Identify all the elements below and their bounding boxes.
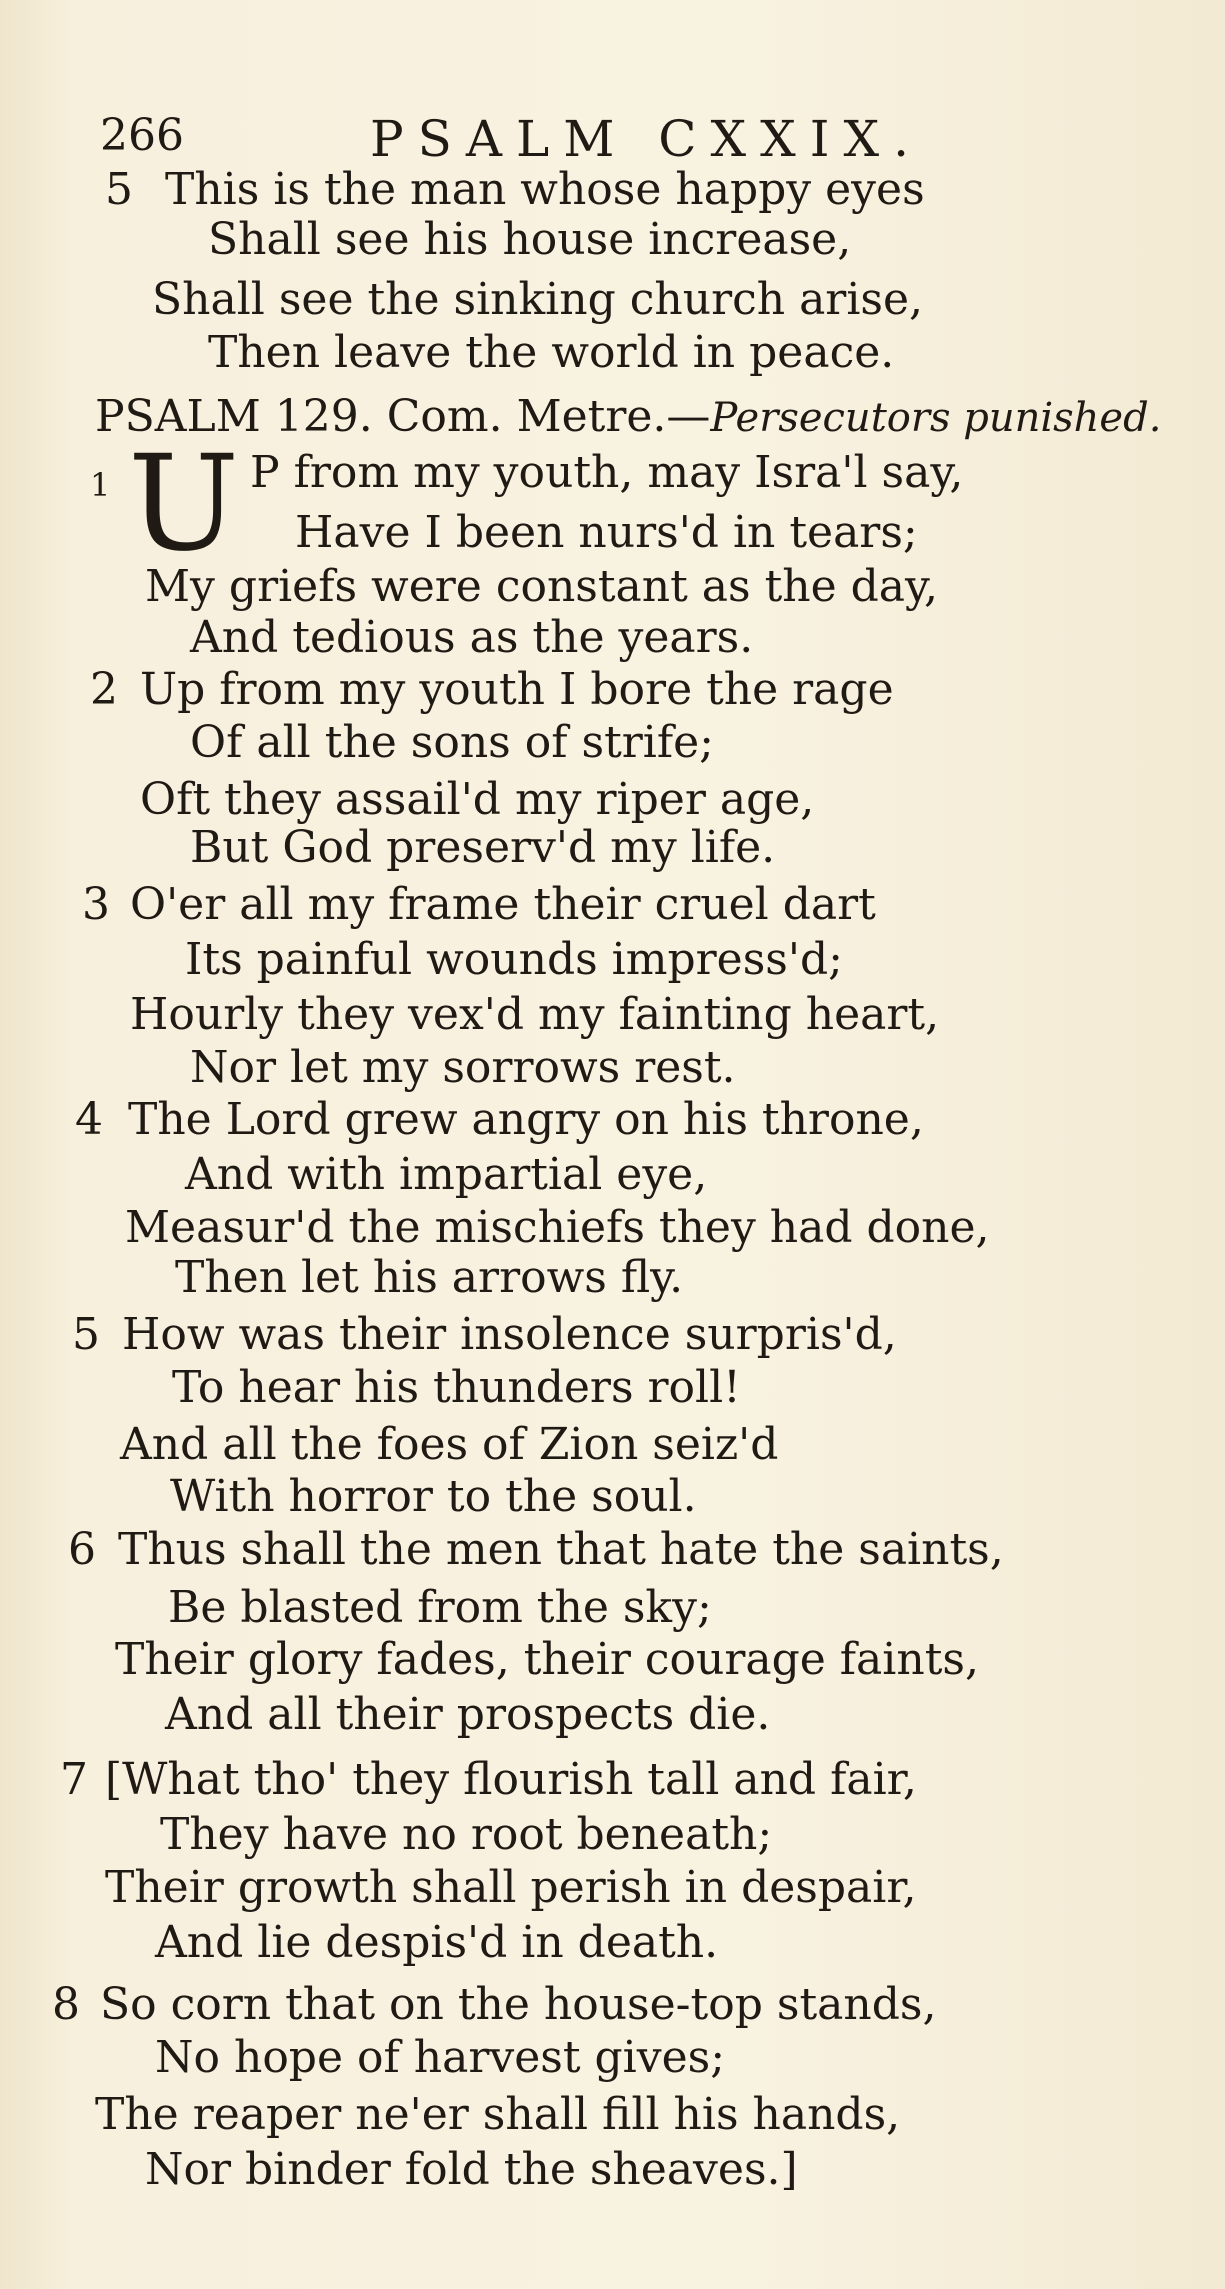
verse-line: Then let his arrows fly. <box>175 1252 684 1303</box>
verse-line: Their glory fades, their courage faints, <box>115 1634 979 1685</box>
verse-line: The Lord grew angry on his throne, <box>128 1094 924 1145</box>
verse-line: And lie despis'd in death. <box>155 1917 719 1968</box>
verse-line: Their growth shall perish in despair, <box>105 1862 917 1913</box>
verse-line: Shall see the sinking church arise, <box>152 274 924 325</box>
verse-line: And all the foes of Zion seiz'd <box>120 1419 779 1470</box>
stanza-number: 5 <box>72 1309 100 1360</box>
verse-line: To hear his thunders roll! <box>172 1362 741 1413</box>
verse-line: And all their prospects die. <box>165 1689 771 1740</box>
stanza-number: 3 <box>82 879 110 930</box>
verse-line: Shall see his house increase, <box>208 214 852 265</box>
psalm-heading <box>95 392 1161 443</box>
verse-line: Then leave the world in peace. <box>208 327 895 378</box>
verse-line: This is the man whose happy eyes <box>165 164 925 215</box>
psalm-subtitle: Persecutors punished. <box>710 395 1162 441</box>
stanza-number: 2 <box>90 664 118 715</box>
stanza-number: 4 <box>75 1094 103 1145</box>
verse-line: [What tho' they flourish tall and fair, <box>105 1754 917 1805</box>
drop-cap: U <box>128 427 240 581</box>
verse-line: Measur'd the mischiefs they had done, <box>125 1202 990 1253</box>
verse-line: Its painful wounds impress'd; <box>185 934 843 985</box>
stanza-number: 7 <box>60 1754 88 1805</box>
heading-dash: — <box>666 391 711 442</box>
verse-line: Thus shall the men that hate the saints, <box>118 1524 1004 1575</box>
stanza-number: 5 <box>105 164 133 215</box>
verse-line: Have I been nurs'd in tears; <box>295 507 918 558</box>
stanza-number: 1 <box>90 466 111 504</box>
running-title: PSALM CXXIX. <box>370 110 923 168</box>
psalm-heading-text: PSALM 129. Com. Metre. <box>95 391 667 442</box>
verse-line: Hourly they vex'd my fainting heart, <box>130 989 940 1040</box>
verse-line: With horror to the soul. <box>170 1471 697 1522</box>
verse-line: Up from my youth I bore the rage <box>140 664 894 715</box>
verse-line: The reaper ne'er shall fill his hands, <box>95 2089 901 2140</box>
verse-line: Nor binder fold the sheaves.] <box>145 2144 798 2195</box>
stanza-number: 6 <box>68 1524 96 1575</box>
verse-line: Of all the sons of strife; <box>190 717 715 768</box>
verse-line: O'er all my frame their cruel dart <box>130 879 876 930</box>
verse-line: And tedious as the years. <box>190 612 754 663</box>
verse-line: Nor let my sorrows rest. <box>190 1042 736 1093</box>
verse-line: Be blasted from the sky; <box>168 1582 712 1633</box>
verse-line: P from my youth, may Isra'l say, <box>250 447 964 498</box>
verse-line: No hope of harvest gives; <box>155 2032 726 2083</box>
verse-line: So corn that on the house-top stands, <box>100 1979 937 2030</box>
verse-line: And with impartial eye, <box>185 1149 708 1200</box>
verse-line: My griefs were constant as the day, <box>145 561 939 612</box>
verse-line: But God preserv'd my life. <box>190 822 776 873</box>
verse-line: How was their insolence surpris'd, <box>122 1309 897 1360</box>
verse-line: Oft they assail'd my riper age, <box>140 774 815 825</box>
page-number: 266 <box>100 110 184 161</box>
stanza-number: 8 <box>52 1979 80 2030</box>
verse-line: They have no root beneath; <box>160 1809 773 1860</box>
